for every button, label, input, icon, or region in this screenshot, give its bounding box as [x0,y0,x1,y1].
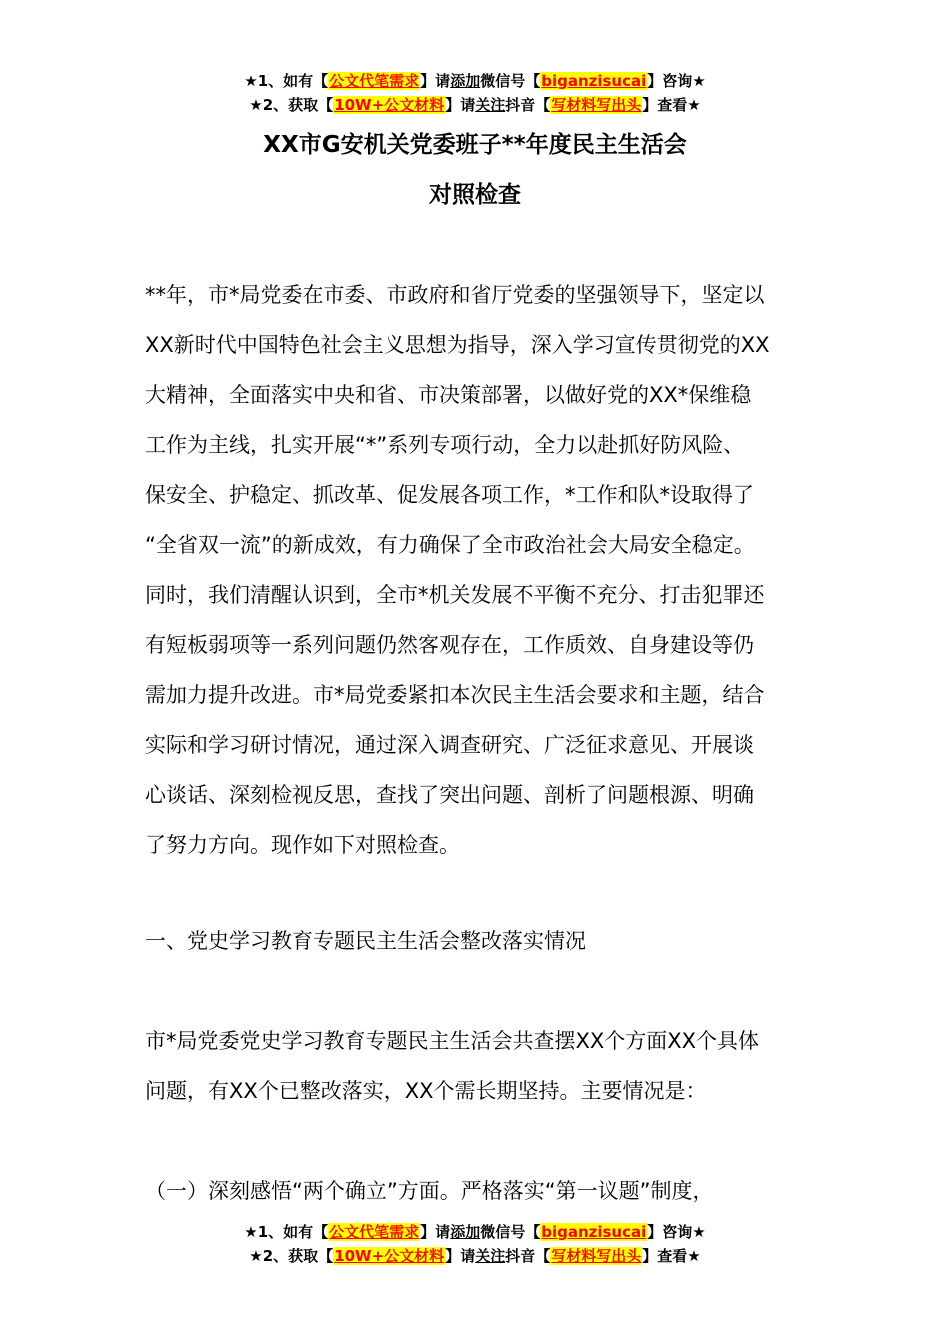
promo-text: 微信号【 [480,72,541,90]
promo-line-1 [0,69,950,93]
promo-text: ★1、如有【 [244,72,329,90]
section-heading: 一、党史学习教育专题民主生活会整改落实情况 [145,929,586,953]
promo-highlight: 公文代笔需求 [329,72,420,90]
text-line: “全省双一流”的新成效，有力确保了全市政治社会大局安全稳定。 [145,533,755,557]
promo-text: ★2、获取【 [249,96,334,114]
text-line: 有短板弱项等一系列问题仍然客观存在，工作质效、自身建设等仍 [145,633,754,657]
promo-line-2 [0,93,950,117]
promo-emphasis: 关注 [475,96,506,114]
subsection-paragraph: （一）深刻感悟“两个确立”方面。严格落实“第一议题”制度， [145,1179,714,1203]
promo-line-2 [0,1244,950,1268]
promo-text: ★1、如有【 [244,1223,329,1241]
promo-text: 】请 [445,1247,476,1265]
promo-highlight: 写材料写出头 [551,1247,642,1265]
text-line: 保安全、护稳定、抓改革、促发展各项工作，*工作和队*设取得了 [145,483,754,507]
text-line: XX新时代中国特色社会主义思想为指导，深入学习宣传贯彻党的XX [145,333,770,357]
promo-text: 微信号【 [480,1223,541,1241]
promo-text: ★2、获取【 [249,1247,334,1265]
promo-text: 抖音【 [505,96,551,114]
promo-text: 】咨询★ [647,72,706,90]
promo-highlight: biganzisucai [541,1223,647,1241]
text-line: 实际和学习研讨情况，通过深入调查研究、广泛征求意见、开展谈 [145,733,754,757]
intro-paragraph [145,270,820,870]
promo-text: 】咨询★ [647,1223,706,1241]
promo-highlight: 公文代笔需求 [329,1223,420,1241]
promo-emphasis: 添加 [450,1223,481,1241]
promo-emphasis: 关注 [475,1247,506,1265]
promo-text: 】请 [420,1223,451,1241]
promo-text: 】查看★ [642,1247,701,1265]
promo-line-1 [0,1220,950,1244]
promo-banner-bottom [0,1220,950,1268]
text-line: 了努力方向。现作如下对照检查。 [145,833,460,857]
text-line: 心谈话、深刻检视反思，查找了突出问题、剖析了问题根源、明确 [145,783,754,807]
section-paragraph [145,1016,820,1116]
document-title: XX市G安机关党委班子**年度民主生活会 [263,132,687,158]
text-line: 问题，有XX个已整改落实，XX个需长期坚持。主要情况是： [145,1079,707,1103]
promo-highlight: 10W+公文材料 [334,1247,445,1265]
text-line: 同时，我们清醒认识到，全市*机关发展不平衡不充分、打击犯罪还 [145,583,765,607]
text-line: 工作为主线，扎实开展“*”系列专项行动，全力以赴抓好防风险、 [145,433,745,457]
document-subtitle: 对照检查 [429,182,521,208]
promo-highlight: biganzisucai [541,72,647,90]
promo-highlight: 10W+公文材料 [334,96,445,114]
promo-text: 】查看★ [642,96,701,114]
text-line: **年，市*局党委在市委、市政府和省厅党委的坚强领导下，坚定以 [145,283,765,307]
promo-text: 抖音【 [505,1247,551,1265]
promo-highlight: 写材料写出头 [551,96,642,114]
text-line: 需加力提升改进。市*局党委紧扣本次民主生活会要求和主题，结合 [145,683,765,707]
promo-emphasis: 添加 [450,72,481,90]
promo-banner-top [0,69,950,117]
text-line: 大精神，全面落实中央和省、市决策部署，以做好党的XX*保维稳 [145,383,752,407]
promo-text: 】请 [445,96,476,114]
text-line: 市*局党委党史学习教育专题民主生活会共查摆XX个方面XX个具体 [145,1029,760,1053]
promo-text: 】请 [420,72,451,90]
